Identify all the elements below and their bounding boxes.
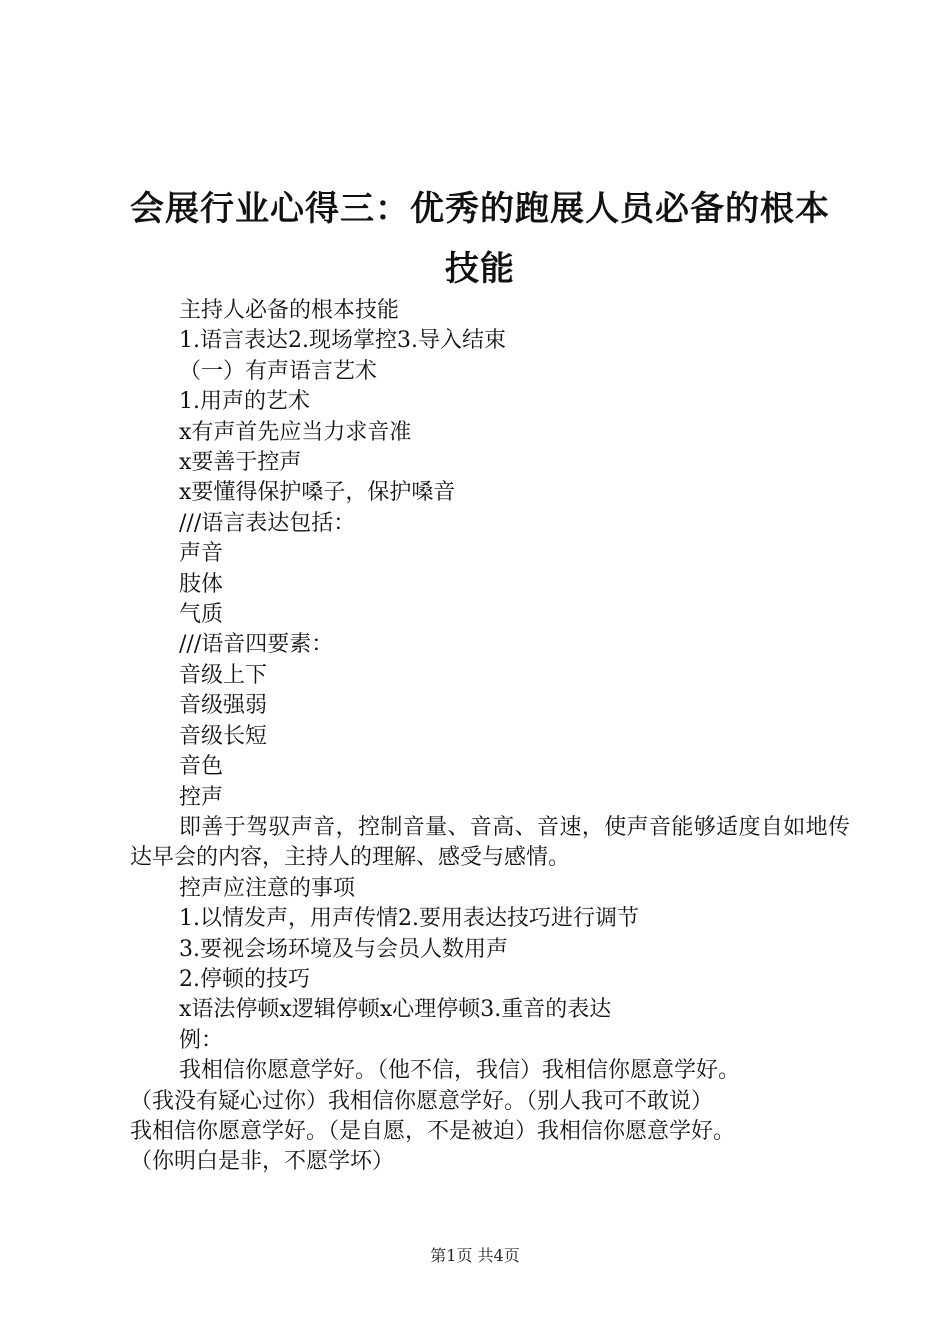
body-line: （一）有声语言艺术 bbox=[179, 358, 378, 384]
body-line: 音色 bbox=[179, 754, 224, 780]
body-line: 声音 bbox=[179, 541, 224, 567]
body-line: 1.语言表达2.现场掌控3.导入结束 bbox=[179, 328, 506, 354]
body-line: x语法停顿x逻辑停顿x心理停顿3.重音的表达 bbox=[179, 997, 612, 1023]
body-line: x要懂得保护嗓子，保护嗓音 bbox=[179, 480, 456, 506]
body-line: 气质 bbox=[179, 602, 224, 628]
body-line: x有声首先应当力求音准 bbox=[179, 419, 412, 445]
body-line: 肢体 bbox=[179, 571, 224, 597]
body-line: 控声应注意的事项 bbox=[179, 875, 356, 901]
body-line: 例： bbox=[179, 1027, 224, 1053]
body-line: 1.以情发声，用声传情2.要用表达技巧进行调节 bbox=[179, 906, 639, 932]
document-title-line-1: 会展行业心得三：优秀的跑展人员必备的根本 bbox=[130, 189, 830, 229]
example-line: （你明白是非，不愿学坏） bbox=[130, 1149, 395, 1175]
example-line: 我相信你愿意学好。（是自愿，不是被迫）我相信你愿意学好。 bbox=[130, 1118, 736, 1144]
body-line: 音级长短 bbox=[179, 723, 268, 749]
body-line: 控声 bbox=[179, 784, 224, 810]
body-line: 2.停顿的技巧 bbox=[179, 966, 310, 992]
body-paragraph: 即善于驾驭声音，控制音量、音高、音速，使声音能够适度自如地传达早会的内容，主持人的理解、感受与感情。 bbox=[130, 814, 850, 871]
document-body bbox=[130, 296, 850, 1178]
body-line: 音级上下 bbox=[179, 662, 268, 688]
body-line: 3.要视会场环境及与会员人数用声 bbox=[179, 936, 508, 962]
page-footer: 第1页 共4页 bbox=[430, 1246, 520, 1265]
body-line: 1.用声的艺术 bbox=[179, 389, 310, 415]
body-line: 音级强弱 bbox=[179, 693, 268, 719]
body-line: ///语言表达包括： bbox=[179, 510, 356, 536]
example-line: （我没有疑心过你）我相信你愿意学好。（别人我可不敢说） bbox=[130, 1088, 714, 1114]
body-line: 主持人必备的根本技能 bbox=[179, 298, 400, 323]
body-line: x要善于控声 bbox=[179, 450, 302, 476]
document-title-line-2: 技能 bbox=[445, 249, 515, 289]
example-line: 我相信你愿意学好。（他不信，我信）我相信你愿意学好。 bbox=[179, 1058, 741, 1084]
body-line: ///语音四要素： bbox=[179, 632, 334, 658]
